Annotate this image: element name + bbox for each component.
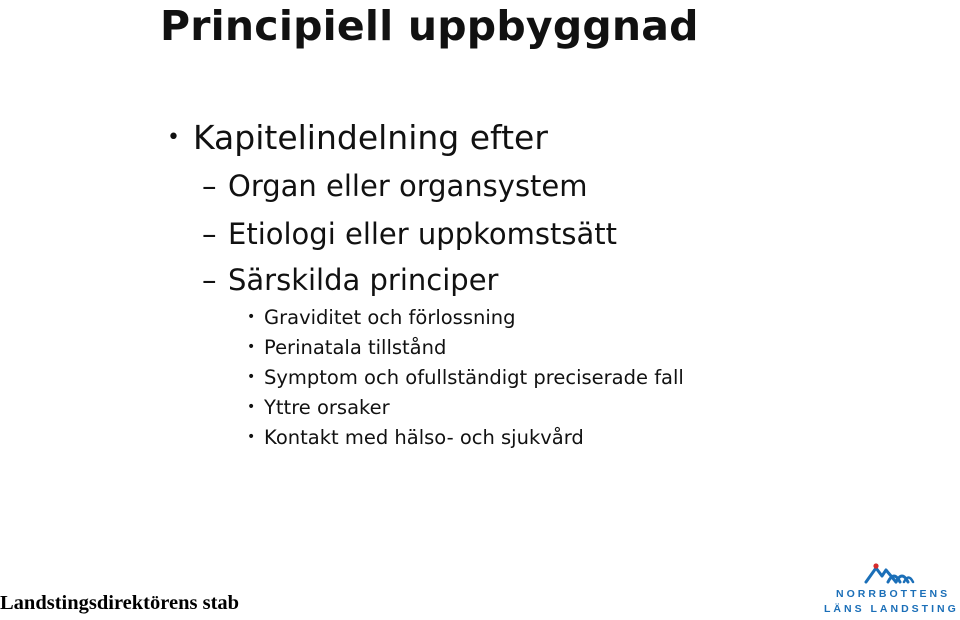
small-bullet-icon: •	[247, 309, 256, 325]
small-bullet-icon: •	[247, 369, 256, 385]
sub-sub-item-text: Graviditet och förlossning	[264, 306, 516, 329]
sub-item	[202, 169, 588, 203]
small-bullet-icon: •	[247, 399, 256, 415]
organization-logo	[822, 560, 958, 618]
dash-icon: –	[202, 169, 217, 203]
sub-sub-item-text: Yttre orsaker	[264, 396, 390, 419]
sub-item	[202, 263, 498, 297]
sub-item-text: Etiologi eller uppkomstsätt	[228, 217, 617, 251]
sub-sub-item	[247, 396, 390, 419]
sub-sub-item-text: Symptom och ofullständigt preciserade fall	[264, 366, 684, 389]
bullet-item	[167, 118, 548, 157]
dash-icon: –	[202, 217, 217, 251]
small-bullet-icon: •	[247, 429, 256, 445]
sub-item	[202, 217, 617, 251]
sub-sub-item-text: Perinatala tillstånd	[264, 336, 447, 359]
sub-sub-item-text: Kontakt med hälso- och sjukvård	[264, 426, 584, 449]
sub-sub-item	[247, 366, 684, 389]
mountain-wave-logo-icon	[862, 560, 916, 586]
sub-sub-item	[247, 336, 446, 359]
bullet-dot-icon: •	[167, 125, 180, 150]
logo-text-line2: LÄNS LANDSTING	[824, 603, 959, 615]
logo-text-line1: NORRBOTTENS	[836, 588, 951, 600]
slide-title: Principiell uppbyggnad	[160, 2, 699, 50]
dash-icon: –	[202, 263, 217, 297]
sub-item-text: Organ eller organsystem	[228, 169, 588, 203]
footer-department-text: Landstingsdirektörens stab	[0, 592, 240, 614]
sub-sub-item	[247, 306, 516, 329]
sub-sub-item	[247, 426, 584, 449]
sub-item-text: Särskilda principer	[228, 263, 499, 297]
bullet-text: Kapitelindelning efter	[193, 118, 548, 157]
small-bullet-icon: •	[247, 339, 256, 355]
